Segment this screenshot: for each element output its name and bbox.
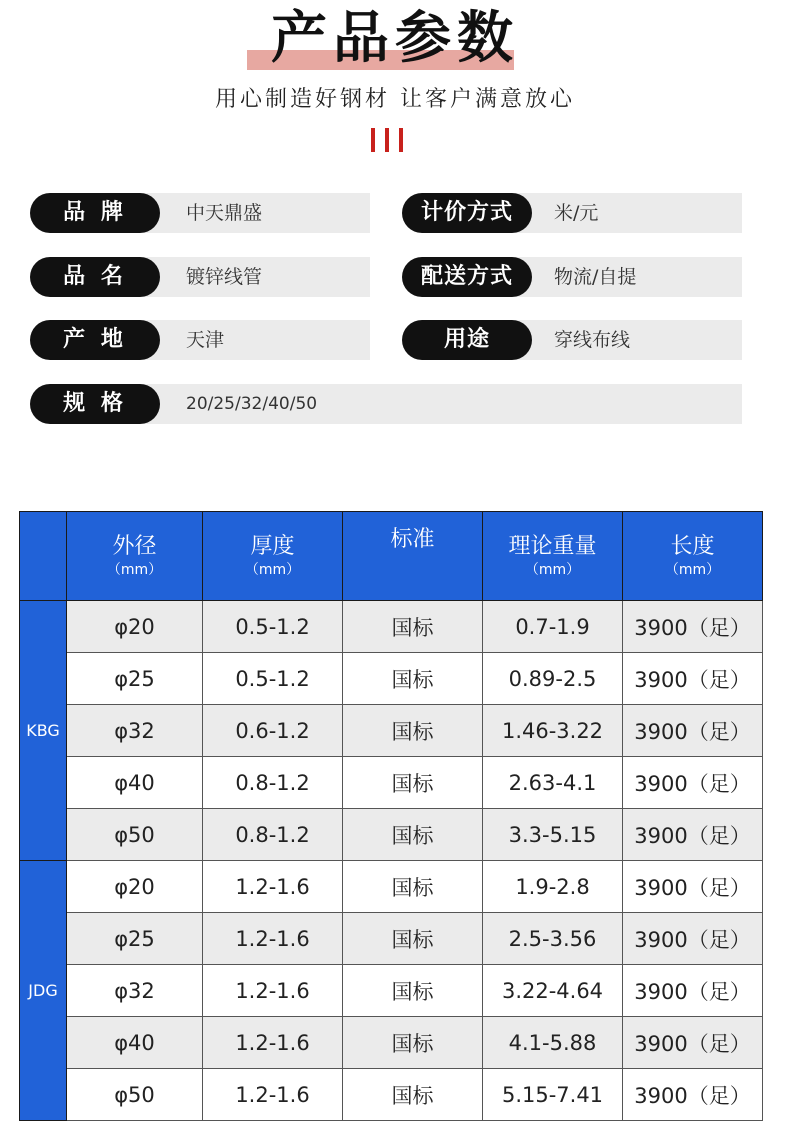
cell-weight: 1.9-2.8	[483, 861, 623, 913]
cell-thickness: 1.2-1.6	[203, 965, 343, 1017]
cell-standard: 国标	[343, 1069, 483, 1121]
table-row	[20, 705, 763, 757]
header-weight: 理论重量 （mm）	[483, 512, 623, 601]
cell-standard: 国标	[343, 965, 483, 1017]
table-row	[20, 1017, 763, 1069]
cell-weight: 2.63-4.1	[483, 757, 623, 809]
cell-outer-diameter: φ32	[67, 965, 203, 1017]
cell-standard: 国标	[343, 757, 483, 809]
cell-outer-diameter: φ20	[67, 861, 203, 913]
cell-length: 3900（足）	[623, 1017, 763, 1069]
cell-thickness: 1.2-1.6	[203, 1017, 343, 1069]
table-header-row	[20, 512, 763, 601]
cell-length: 3900（足）	[623, 705, 763, 757]
cell-length: 3900（足）	[623, 965, 763, 1017]
info-row-usage	[402, 320, 742, 360]
info-row-origin	[30, 320, 370, 360]
spec-table	[19, 511, 763, 1121]
cell-standard: 国标	[343, 1017, 483, 1069]
header-thickness: 厚度 （mm）	[203, 512, 343, 601]
cell-standard: 国标	[343, 809, 483, 861]
header-corner	[20, 512, 67, 601]
delivery-value: 物流/自提	[554, 266, 637, 288]
cell-weight: 2.5-3.56	[483, 913, 623, 965]
info-row-brand	[30, 193, 370, 233]
cell-standard: 国标	[343, 913, 483, 965]
cell-outer-diameter: φ25	[67, 653, 203, 705]
brand-value: 中天鼎盛	[186, 202, 263, 224]
cell-outer-diameter: φ25	[67, 913, 203, 965]
cell-thickness: 0.6-1.2	[203, 705, 343, 757]
origin-value: 天津	[186, 329, 225, 351]
cell-weight: 0.89-2.5	[483, 653, 623, 705]
cell-length: 3900（足）	[623, 653, 763, 705]
cell-thickness: 1.2-1.6	[203, 913, 343, 965]
cell-length: 3900（足）	[623, 1069, 763, 1121]
spec-value: 20/25/32/40/50	[186, 394, 318, 414]
table-row	[20, 809, 763, 861]
cell-outer-diameter: φ40	[67, 757, 203, 809]
cell-outer-diameter: φ20	[67, 601, 203, 653]
info-row-spec	[30, 384, 742, 424]
info-row-name	[30, 257, 370, 297]
cell-standard: 国标	[343, 601, 483, 653]
cell-length: 3900（足）	[623, 601, 763, 653]
cell-weight: 3.22-4.64	[483, 965, 623, 1017]
cell-thickness: 1.2-1.6	[203, 1069, 343, 1121]
cell-thickness: 0.8-1.2	[203, 757, 343, 809]
table-row	[20, 757, 763, 809]
cell-weight: 4.1-5.88	[483, 1017, 623, 1069]
table-row	[20, 965, 763, 1017]
name-value: 镀锌线管	[186, 266, 263, 288]
table-row	[20, 653, 763, 705]
header-outer-diameter: 外径 （mm）	[67, 512, 203, 601]
cell-thickness: 1.2-1.6	[203, 861, 343, 913]
table-row	[20, 861, 763, 913]
cell-outer-diameter: φ50	[67, 809, 203, 861]
cell-outer-diameter: φ50	[67, 1069, 203, 1121]
cell-length: 3900（足）	[623, 861, 763, 913]
cell-outer-diameter: φ40	[67, 1017, 203, 1069]
pricing-label: 计价方式	[402, 193, 532, 233]
usage-label: 用途	[402, 320, 532, 360]
header-standard: 标准	[343, 512, 483, 601]
spec-label: 规 格	[30, 384, 160, 424]
brand-label: 品 牌	[30, 193, 160, 233]
cell-weight: 3.3-5.15	[483, 809, 623, 861]
page-title: 产品参数	[271, 6, 519, 71]
page-subtitle: 用心制造好钢材 让客户满意放心	[215, 87, 575, 112]
cell-thickness: 0.8-1.2	[203, 809, 343, 861]
delivery-label: 配送方式	[402, 257, 532, 297]
cell-standard: 国标	[343, 861, 483, 913]
pricing-value: 米/元	[554, 202, 599, 224]
title-section	[0, 0, 790, 80]
info-row-pricing	[402, 193, 742, 233]
group-label: KBG	[20, 601, 67, 861]
mark-bar	[399, 128, 403, 152]
cell-length: 3900（足）	[623, 809, 763, 861]
table-row	[20, 601, 763, 653]
cell-weight: 1.46-3.22	[483, 705, 623, 757]
decorative-marks	[371, 128, 405, 152]
cell-thickness: 0.5-1.2	[203, 653, 343, 705]
cell-length: 3900（足）	[623, 913, 763, 965]
cell-outer-diameter: φ32	[67, 705, 203, 757]
cell-standard: 国标	[343, 705, 483, 757]
cell-thickness: 0.5-1.2	[203, 601, 343, 653]
cell-weight: 0.7-1.9	[483, 601, 623, 653]
origin-label: 产 地	[30, 320, 160, 360]
usage-value: 穿线布线	[554, 329, 631, 351]
mark-bar	[385, 128, 389, 152]
info-row-delivery	[402, 257, 742, 297]
header-length: 长度 （mm）	[623, 512, 763, 601]
table-row	[20, 1069, 763, 1121]
table-row	[20, 913, 763, 965]
cell-standard: 国标	[343, 653, 483, 705]
name-label: 品 名	[30, 257, 160, 297]
cell-length: 3900（足）	[623, 757, 763, 809]
cell-weight: 5.15-7.41	[483, 1069, 623, 1121]
group-label: JDG	[20, 861, 67, 1121]
mark-bar	[371, 128, 375, 152]
